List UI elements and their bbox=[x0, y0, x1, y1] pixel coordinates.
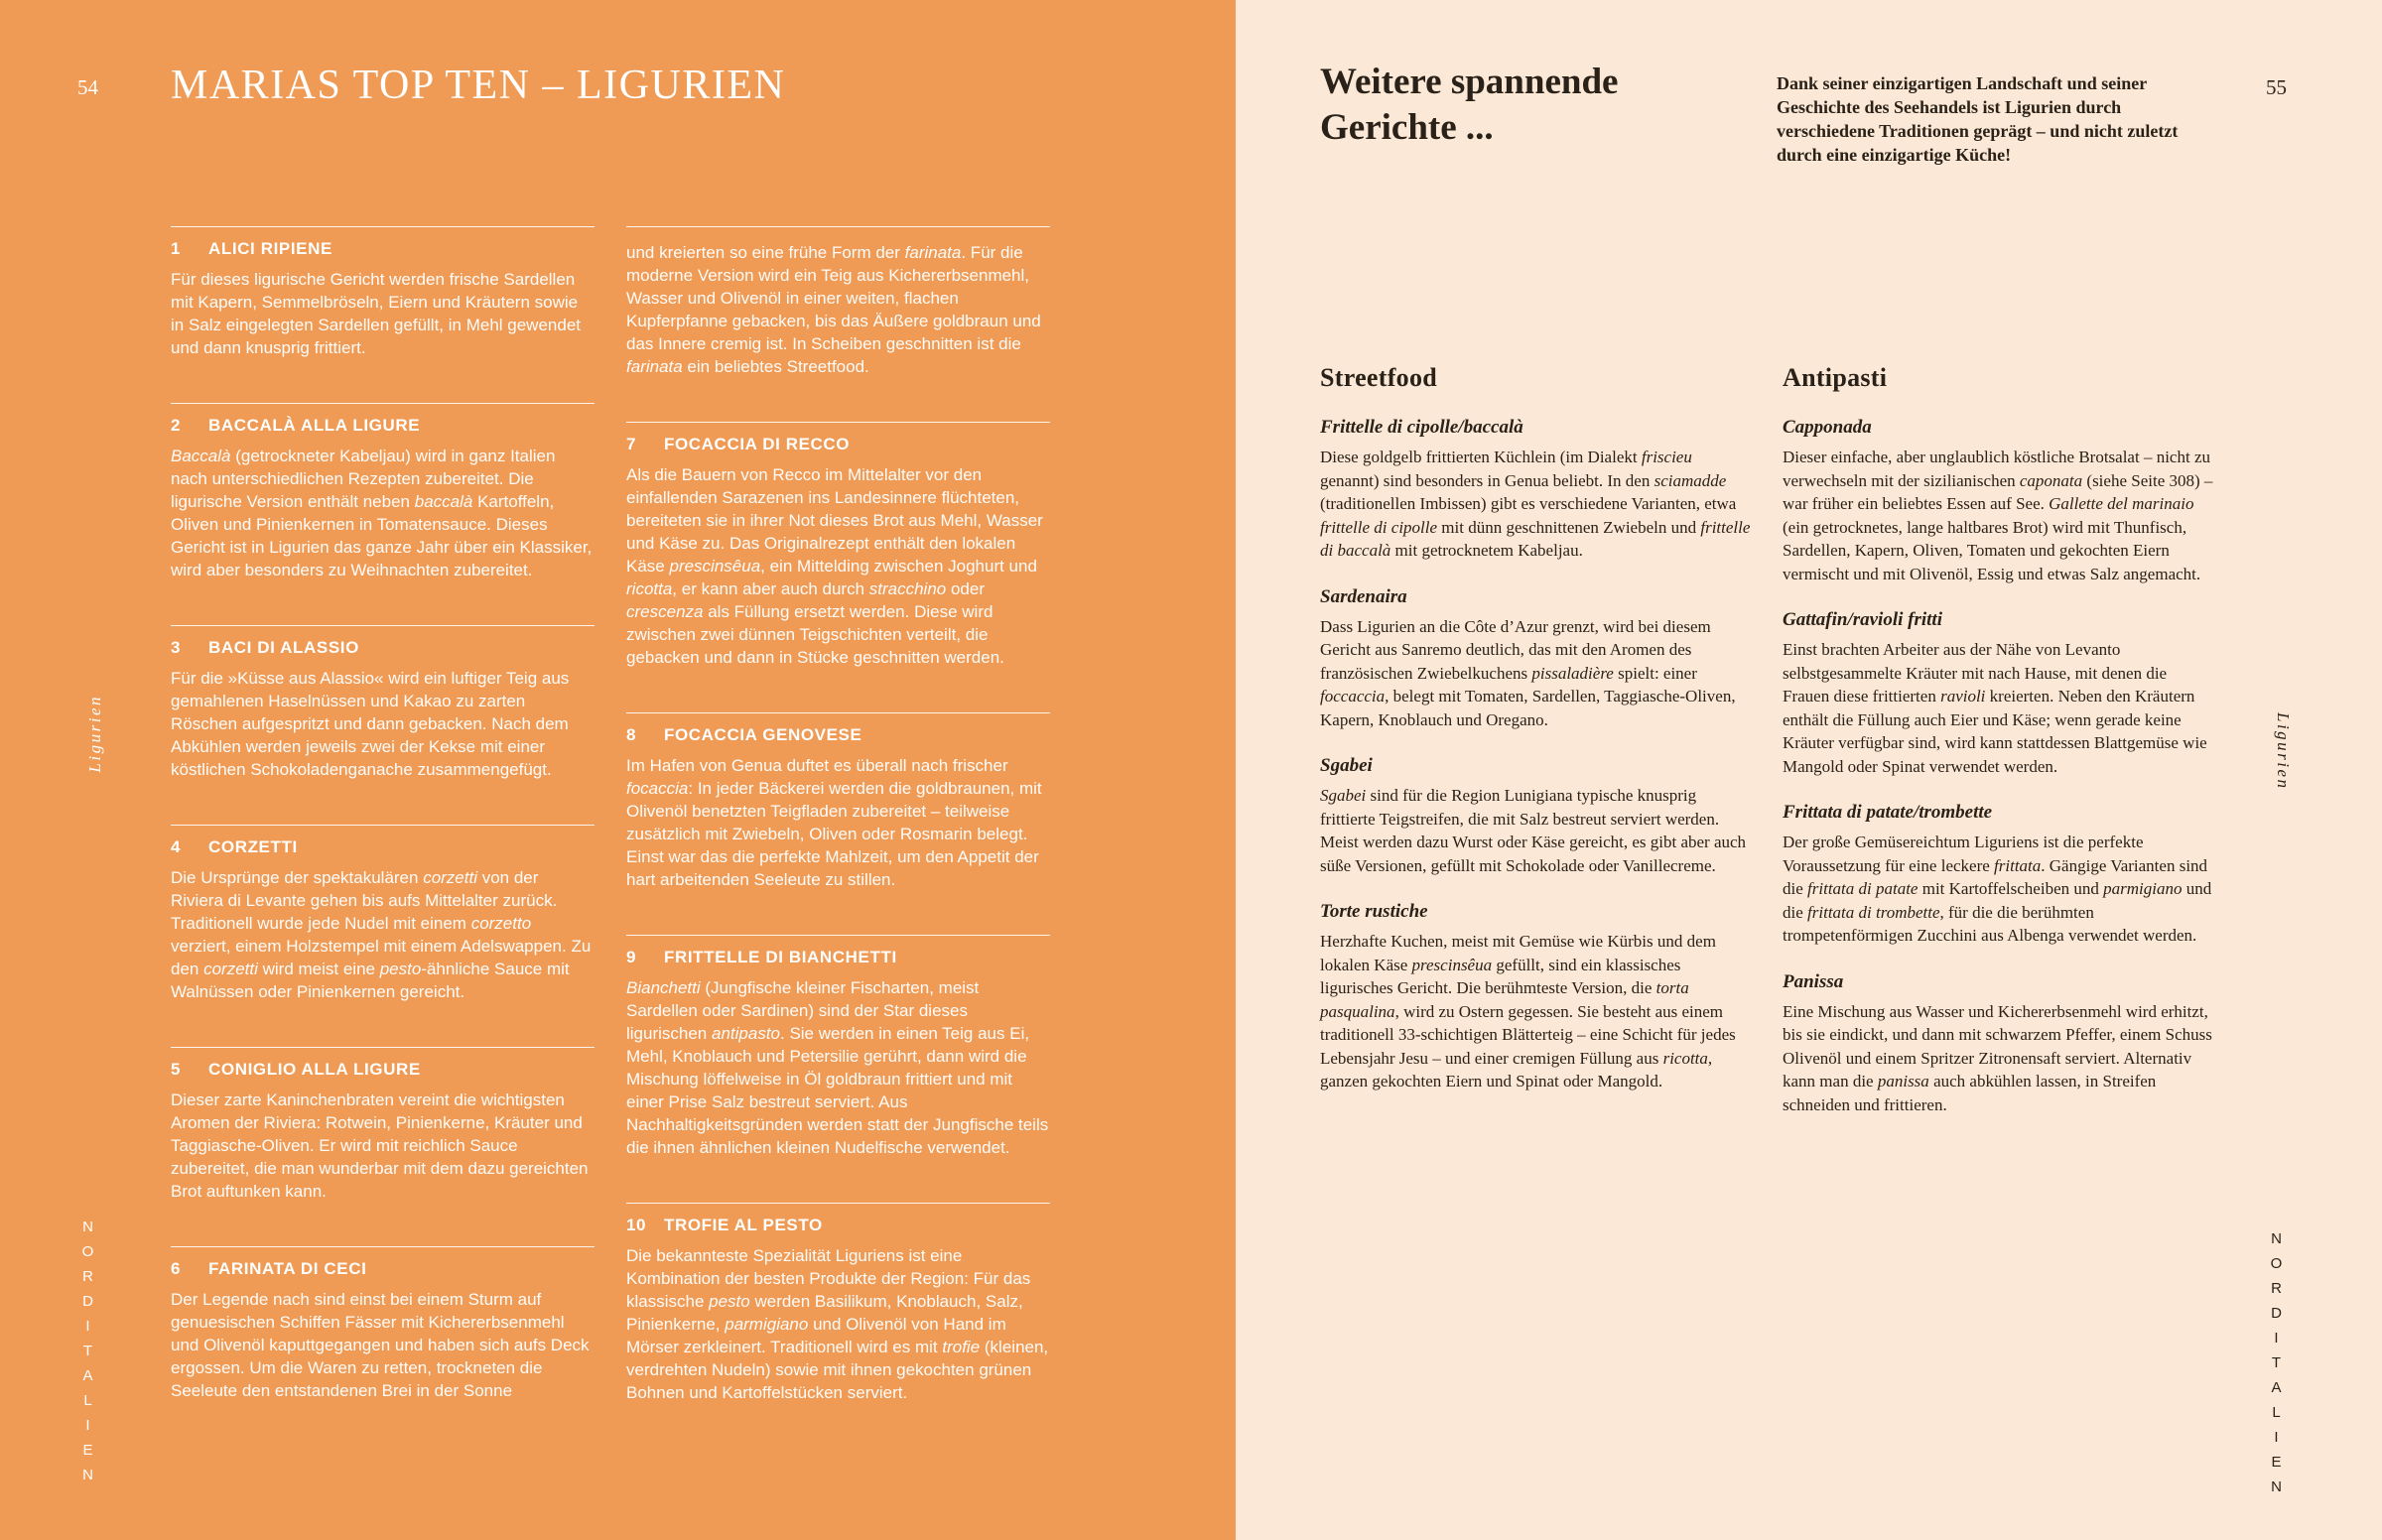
dish-column bbox=[1783, 363, 2213, 1116]
item-heading bbox=[171, 1259, 595, 1279]
dish-entry bbox=[1783, 971, 2213, 1117]
item-number: 10 bbox=[626, 1216, 647, 1234]
top-ten-item bbox=[171, 1246, 595, 1402]
item-name: TROFIE AL PESTO bbox=[664, 1216, 823, 1234]
dish-description: Herzhafte Kuchen, meist mit Gemüse wie Kürbis und dem lokalen Käse prescinsêua gefüllt, sind ein klassisches ligurisches Gericht. Die berühmteste Version, die torta pasqualina, wird zu Ostern gegessen. Sie besteht aus einem traditionell 33-schichtigen Blätterteig – eine Schicht für jedes Lebensjahr Jesu – und einer cremigen Füllung aus ricotta, ganzen gekochten Eiern und Spinat oder Mangold. bbox=[1320, 932, 1736, 1091]
dish-entry bbox=[1783, 417, 2213, 585]
top-ten-item bbox=[171, 226, 595, 359]
item-description: Der Legende nach sind einst bei einem Sturm auf genuesischen Schiffen Fässer mit Kichererbsenmehl und Olivenöl kaputtgegangen und haben sich aufs Deck ergossen. Um die Waren zu retten, trockneten die Seeleute den entstandenen Brei in der Sonne bbox=[171, 1290, 590, 1400]
item-heading bbox=[171, 1060, 595, 1080]
dish-column-heading: Streetfood bbox=[1320, 363, 1438, 392]
page-number-left: 54 bbox=[77, 75, 98, 99]
dish-description: Dieser einfache, aber unglaublich köstliche Brotsalat – nicht zu verwechseln mit der sizilianischen caponata (siehe Seite 308) – war früher ein beliebtes Essen auf See. Gallette del marinaio (ein getrocknetes, lange haltbares Brot) wird mit Thunfisch, Sardellen, Kapern, Oliven, Tomaten und gekochten Eiern vermischt und mit Olivenöl, Essig und etwas Salz angemacht. bbox=[1783, 448, 2213, 583]
item-heading bbox=[626, 1216, 1050, 1235]
item-description: Im Hafen von Genua duftet es überall nach frischer focaccia: In jeder Bäckerei werden die goldbraunen, mit Olivenöl benetzten Teigfladen zubereitet – teilweise zusätzlich mit Zwiebeln, Oliven oder Rosmarin belegt. Einst war das die perfekte Mahlzeit, um den Appetit der hart arbeitenden Seeleute zu stillen. bbox=[626, 756, 1042, 889]
margin-label-section-right: NORDITALIEN bbox=[2268, 1230, 2285, 1503]
item-name: BACCALÀ ALLA LIGURE bbox=[208, 416, 421, 435]
item-heading bbox=[626, 948, 1050, 967]
item-number: 2 bbox=[171, 416, 182, 435]
dish-entry bbox=[1783, 802, 2213, 948]
dish-description: Der große Gemüsereichtum Liguriens ist die perfekte Voraussetzung für eine leckere frittata. Gängige Varianten sind die frittata di patate mit Kartoffelscheiben und parmigiano und die frittata di trombette, für die die berühmten trompetenförmigen Zucchini aus Albenga verwendet werden. bbox=[1783, 833, 2212, 945]
item-name: CONIGLIO ALLA LIGURE bbox=[208, 1060, 421, 1079]
item-number: 4 bbox=[171, 837, 182, 856]
dish-description: Sgabei sind für die Region Lunigiana typische knusprig frittierte Teigstreifen, die mit Salz bestreut serviert werden. Meist werden dazu Wurst oder Käse gereicht, es gibt aber auch süße Versionen, gefüllt mit Schokolade oder Vanillecreme. bbox=[1320, 786, 1747, 875]
left-page-title: MARIAS TOP TEN – LIGURIEN bbox=[171, 63, 786, 108]
dish-column bbox=[1320, 363, 1751, 1116]
top-ten-item bbox=[626, 422, 1050, 669]
item-name: ALICI RIPIENE bbox=[208, 239, 332, 258]
item-description: Die Ursprünge der spektakulären corzetti von der Riviera di Levante gehen bis aufs Mittelalter zurück. Traditionell wurde jede Nudel mit einem corzetto verziert, einem Holzstempel mit einem Adelswappen. Zu den corzetti wird meist eine pesto-ähnliche Sauce mit Walnüssen oder Pinienkernen gereicht. bbox=[171, 868, 592, 1001]
right-page-title: Weitere spannende Gerichte ... bbox=[1320, 62, 1619, 148]
dish-columns bbox=[1320, 363, 2213, 1116]
item-number: 5 bbox=[171, 1060, 182, 1079]
item-heading bbox=[626, 435, 1050, 454]
dish-title: Capponada bbox=[1783, 417, 1872, 438]
top-ten-item bbox=[626, 935, 1050, 1159]
dish-description: Diese goldgelb frittierten Küchlein (im Dialekt friscieu genannt) sind besonders in Genua beliebt. In den sciamadde (traditionellen Imbissen) gibt es verschiedene Varianten, etwa frittelle di cipolle mit dünn geschnittenen Zwiebeln und frittelle di baccalà mit getrocknetem Kabeljau. bbox=[1320, 448, 1751, 560]
dish-title: Panissa bbox=[1783, 970, 1844, 992]
dish-description: Einst brachten Arbeiter aus der Nähe von Levanto selbstgesammelte Kräuter mit nach Hause, mit denen die Frauen diese frittierten ravioli kreierten. Neben den Kräutern enthält die Füllung auch Eier und Käse; wenn gerade keine Kräuter verfügbar sind, wird kann stattdessen Blattgemüse wie Mangold oder Spinat verwendet werden. bbox=[1783, 640, 2207, 776]
item-name: FRITTELLE DI BIANCHETTI bbox=[664, 948, 897, 966]
top-ten-column-a bbox=[171, 226, 595, 1448]
item-number: 9 bbox=[626, 948, 637, 966]
top-ten-item bbox=[626, 712, 1050, 891]
dish-entry bbox=[1320, 901, 1751, 1093]
item-description: Die bekannteste Spezialität Liguriens ist eine Kombination der besten Produkte der Region: Für das klassische pesto werden Basilikum, Knoblauch, Salz, Pinienkerne, parmigiano und Olivenöl von Hand im Mörser zerkleinert. Traditionell wird es mit trofie (kleinen, verdrehten Nudeln) sowie mit ihnen gekochten grünen Bohnen und Kartoffelstücken serviert. bbox=[626, 1246, 1049, 1402]
margin-label-region-right: Ligurien bbox=[2274, 712, 2293, 791]
item-heading bbox=[171, 239, 595, 259]
item-name: CORZETTI bbox=[208, 837, 298, 856]
item-name: FOCACCIA DI RECCO bbox=[664, 435, 851, 453]
top-ten-columns bbox=[171, 226, 1050, 1448]
item-continuation: und kreierten so eine frühe Form der farinata. Für die moderne Version wird ein Teig aus Kichererbsenmehl, Wasser und Olivenöl in einer weiten, flachen Kupferpfanne gebacken, bis das Äußere goldbraun und das Innere cremig ist. In Scheiben geschnitten ist die farinata ein beliebtes Streetfood. bbox=[626, 226, 1050, 378]
item-description: Für die »Küsse aus Alassio« wird ein luftiger Teig aus gemahlenen Haselnüssen und Kakao zu zarten Röschen aufgespritzt und dann gebacken. Nach dem Abkühlen werden jeweils zwei der Kekse mit einer köstlichen Schokoladenganache zusammengefügt. bbox=[171, 669, 570, 779]
dish-entry bbox=[1320, 586, 1751, 732]
dish-title: Frittelle di cipolle/baccalà bbox=[1320, 417, 1523, 438]
item-heading bbox=[171, 416, 595, 436]
item-number: 8 bbox=[626, 725, 637, 744]
dish-title: Frittata di patate/trombette bbox=[1783, 802, 1993, 823]
dish-description: Eine Mischung aus Wasser und Kichererbsenmehl wird erhitzt, bis sie eindickt, und dann mit schwarzem Pfeffer, einem Schuss Olivenöl und einem Spritzer Zitronensaft serviert. Alternativ kann man die panissa auch abkühlen lassen, in Streifen schneiden und frittieren. bbox=[1783, 1001, 2212, 1114]
item-description: Bianchetti (Jungfische kleiner Fischarten, meist Sardellen oder Sardinen) sind der Star dieses ligurischen antipasto. Sie werden in einen Teig aus Ei, Mehl, Knoblauch und Petersilie gerührt, dann wird die Mischung löffelweise in Öl goldbraun frittiert und mit einer Prise Salz bestreut serviert. Aus Nachhaltigkeitsgründen werden statt der Jungfische teils die ihnen ähnlichen kleinen Nudelfische verwendet. bbox=[626, 978, 1049, 1157]
right-page-intro: Dank seiner einzigartigen Landschaft und seiner Geschichte des Seehandels ist Ligurien durch verschiedene Traditionen geprägt – und nicht zuletzt durch eine einzigartige Küche! bbox=[1777, 73, 2179, 165]
item-number: 3 bbox=[171, 638, 182, 657]
item-heading bbox=[171, 638, 595, 658]
dish-description: Dass Ligurien an die Côte d’Azur grenzt, wird bei diesem Gericht aus Sanremo deutlich, das mit den Aromen des französischen Zwiebelkuchens pissaladière spielt: einer foccaccia, belegt mit Tomaten, Sardellen, Taggiasche-Oliven, Kapern, Knoblauch und Oregano. bbox=[1320, 616, 1736, 729]
item-name: BACI DI ALASSIO bbox=[208, 638, 359, 657]
top-ten-item bbox=[626, 1203, 1050, 1404]
item-heading bbox=[626, 725, 1050, 745]
item-name: FARINATA DI CECI bbox=[208, 1259, 367, 1278]
item-description: Für dieses ligurische Gericht werden frische Sardellen mit Kapern, Semmelbröseln, Eiern und Kräutern sowie in Salz eingelegten Sardellen gefüllt, in Mehl gewendet und dann knusprig frittiert. bbox=[171, 270, 581, 357]
top-ten-item bbox=[171, 403, 595, 581]
item-heading bbox=[171, 837, 595, 857]
dish-title: Torte rustiche bbox=[1320, 901, 1428, 922]
top-ten-item bbox=[171, 625, 595, 781]
right-page bbox=[1236, 0, 2382, 1540]
dish-column-heading: Antipasti bbox=[1783, 363, 1888, 392]
item-description: Baccalà (getrockneter Kabeljau) wird in ganz Italien nach unterschiedlichen Rezepten zubereitet. Die ligurische Version enthält neben baccalà Kartoffeln, Oliven und Pinienkernen in Tomatensauce. Dieses Gericht ist in Ligurien das ganze Jahr über ein Klassiker, wird aber besonders zu Weihnachten zubereitet. bbox=[171, 447, 593, 579]
top-ten-item bbox=[171, 825, 595, 1003]
item-number: 7 bbox=[626, 435, 637, 453]
dish-entry bbox=[1320, 755, 1751, 877]
item-number: 6 bbox=[171, 1259, 182, 1278]
item-number: 1 bbox=[171, 239, 182, 258]
item-name: FOCACCIA GENOVESE bbox=[664, 725, 862, 744]
page-number-right: 55 bbox=[2266, 75, 2287, 99]
dish-entry bbox=[1320, 417, 1751, 563]
margin-label-region-left: Ligurien bbox=[85, 695, 104, 773]
dish-title: Sardenaira bbox=[1320, 585, 1407, 607]
item-description: Als die Bauern von Recco im Mittelalter vor den einfallenden Sarazenen ins Landesinnere flüchteten, bereiteten sie in ihrer Not dieses Brot aus Mehl, Wasser und Käse zu. Das Originalrezept enthält den lokalen Käse prescinsêua, ein Mittelding zwischen Joghurt und ricotta, er kann aber auch durch stracchino oder crescenza als Füllung ersetzt werden. Diese wird zwischen zwei dünnen Teigschichten verteilt, die gebacken und dann in Stücke geschnitten werden. bbox=[626, 465, 1043, 667]
dish-title: Sgabei bbox=[1320, 755, 1373, 776]
dish-title: Gattafin/ravioli fritti bbox=[1783, 609, 1942, 630]
margin-label-section-left: NORDITALIEN bbox=[79, 1219, 96, 1491]
item-description: Dieser zarte Kaninchenbraten vereint die wichtigsten Aromen der Riviera: Rotwein, Pinienkerne, Kräuter und Taggiasche-Oliven. Er wird mit reichlich Sauce zubereitet, die man wunderbar mit dem dazu gereichten Brot auftunken kann. bbox=[171, 1091, 589, 1201]
top-ten-column-b bbox=[626, 226, 1050, 1448]
top-ten-item bbox=[171, 1047, 595, 1203]
dish-entry bbox=[1783, 609, 2213, 778]
